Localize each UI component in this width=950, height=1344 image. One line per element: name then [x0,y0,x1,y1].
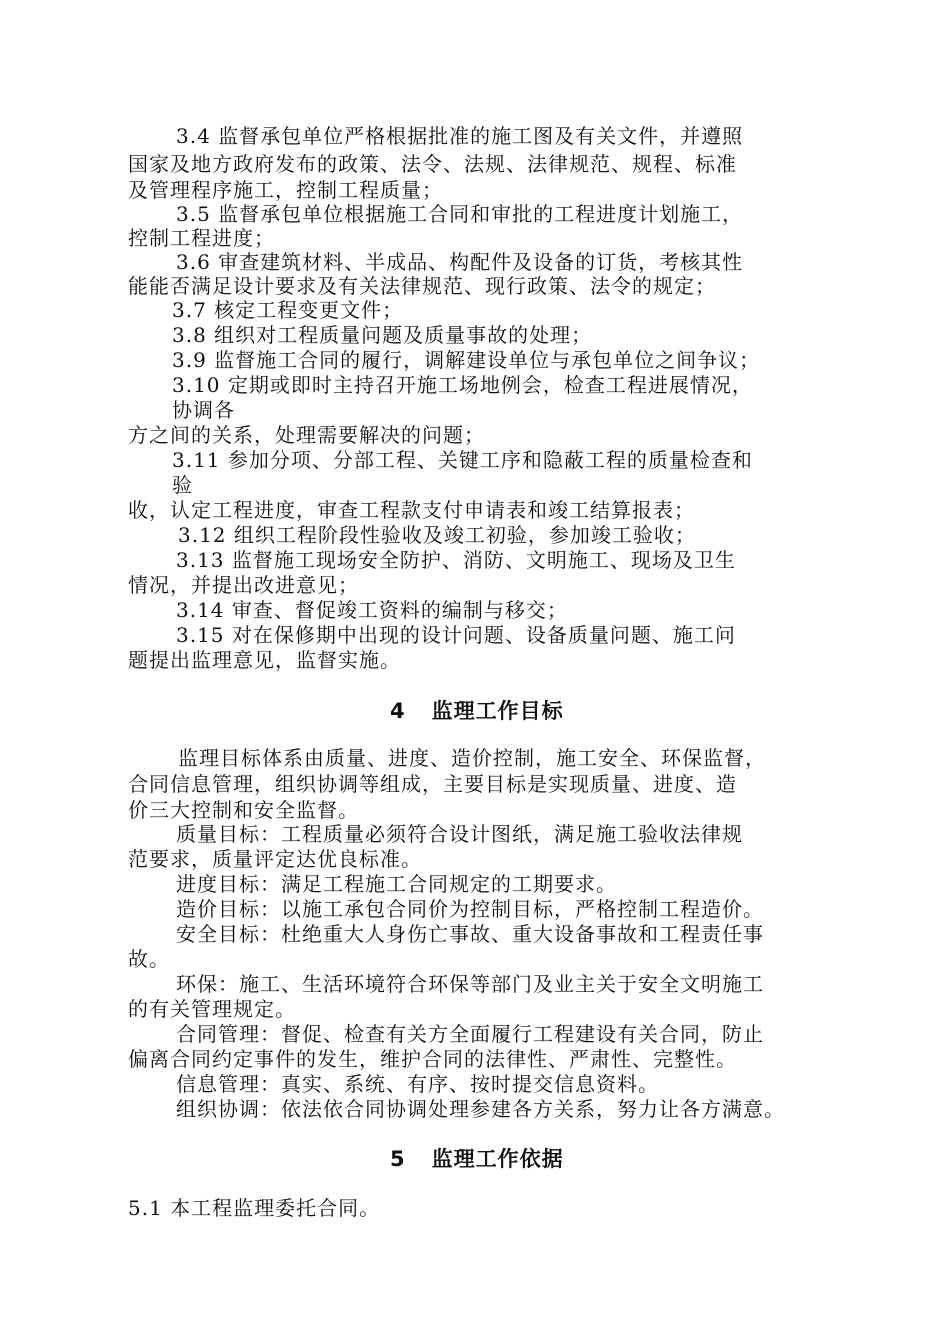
item-3-4-line-2: 国家及地方政府发布的政策、法令、法规、法律规范、规程、标准 [128,152,737,176]
item-5-1: 5.1 本工程监理委托合同。 [128,1196,381,1220]
item-3-9: 3.9 监督施工合同的履行，调解建设单位与承包单位之间争议； [172,348,761,372]
item-3-15-line-1: 3.15 对在保修期中出现的设计问题、设备质量问题、施工问 [176,623,736,647]
contract-goal-line-2: 偏离合同约定事件的发生，维护合同的法律性、严肃性、完整性。 [128,1047,737,1071]
safety-goal-line-2: 故。 [128,947,170,971]
item-3-6-line-2: 能能否满足设计要求及有关法律规范、现行政策、法令的规定； [128,274,716,298]
contract-goal-line-1: 合同管理：督促、检查有关方全面履行工程建设有关合同，防止 [176,1022,764,1046]
quality-goal-line-2: 范要求，质量评定达优良标准。 [128,847,422,871]
item-3-13-line-2: 情况，并提出改进意见； [128,573,359,597]
cost-goal: 造价目标：以施工承包合同价为控制目标，严格控制工程造价。 [176,897,764,921]
safety-goal-line-1: 安全目标：杜绝重大人身伤亡事故、重大设备事故和工程责任事 [176,922,764,946]
environment-goal-line-1: 环保：施工、生活环境符合环保等部门及业主关于安全文明施工 [176,972,764,996]
item-3-11-line-2: 验 [172,473,193,497]
environment-goal-line-2: 的有关管理规定。 [128,997,296,1021]
item-3-10-line-1: 3.10 定期或即时主持召开施工场地例会，检查工程进展情况， [172,373,753,397]
section-4-number: 4 [390,699,406,723]
item-3-4-line-3: 及管理程序施工，控制工程质量； [128,178,443,202]
item-3-14: 3.14 审查、督促竣工资料的编制与移交； [176,598,568,622]
item-3-15-line-2: 题提出监理意见，监督实施。 [128,648,401,672]
s4-intro-line-3: 价三大控制和安全监督。 [128,798,359,822]
item-3-12: 3.12 组织工程阶段性验收及竣工初验，参加竣工验收； [178,523,696,547]
section-4-heading [390,698,564,724]
item-3-4-line-1: 3.4 监督承包单位严格根据批准的施工图及有关文件，并遵照 [176,124,744,148]
coordination-goal: 组织协调：依法依合同协调处理参建各方关系，努力让各方满意。 [176,1097,785,1121]
s4-intro-line-2: 合同信息管理，组织协调等组成，主要目标是实现质量、进度、造 [128,772,737,796]
item-3-5-line-1: 3.5 监督承包单位根据施工合同和审批的工程进度计划施工， [176,202,744,226]
s4-intro-line-1: 监理目标体系由质量、进度、造价控制，施工安全、环保监督， [178,746,766,770]
item-3-6-line-1: 3.6 审查建筑材料、半成品、构配件及设备的订货，考核其性 [176,250,744,274]
section-4-title: 监理工作目标 [431,699,564,723]
item-3-13-line-1: 3.13 监督施工现场安全防护、消防、文明施工、现场及卫生 [176,548,736,572]
item-3-10-line-3: 方之间的关系，处理需要解决的问题； [128,423,485,447]
section-5-title: 监理工作依据 [431,1147,564,1171]
item-3-5-line-2: 控制工程进度； [128,226,275,250]
item-3-10-line-2: 协调各 [172,398,235,422]
schedule-goal: 进度目标：满足工程施工合同规定的工期要求。 [176,872,617,896]
quality-goal-line-1: 质量目标：工程质量必须符合设计图纸，满足施工验收法律规 [176,822,743,846]
item-3-8: 3.8 组织对工程质量问题及质量事故的处理； [172,323,593,347]
section-5-number: 5 [390,1147,406,1171]
information-goal: 信息管理：真实、系统、有序、按时提交信息资料。 [176,1072,659,1096]
section-5-heading [390,1146,564,1172]
item-3-7: 3.7 核定工程变更文件； [172,298,404,322]
item-3-11-line-1: 3.11 参加分项、分部工程、关键工序和隐蔽工程的质量检查和 [172,448,753,472]
item-3-11-line-3: 收，认定工程进度，审查工程款支付申请表和竣工结算报表； [128,498,695,522]
